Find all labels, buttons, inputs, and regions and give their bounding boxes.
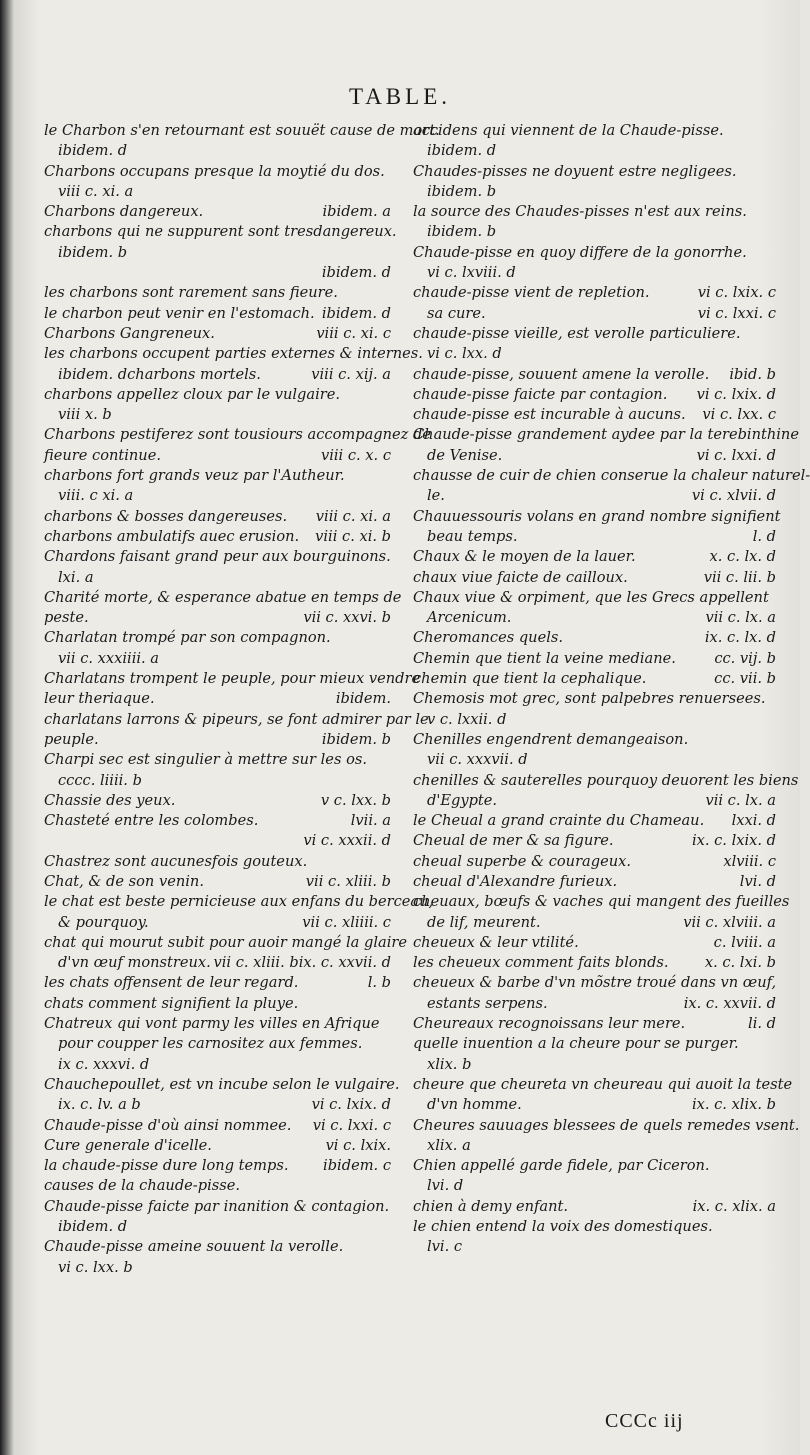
index-entry-reference: vi c. lxx. c <box>702 406 776 424</box>
index-entry-reference: ibidem. d <box>321 264 391 282</box>
index-entry-text: Charlatan trompé par son compagnon. <box>44 629 331 647</box>
index-entry-text: Charbons Gangreneux. <box>44 324 215 342</box>
index-entry-reference: vii c. lx. a <box>705 609 776 627</box>
index-entry-line <box>413 283 776 303</box>
index-entry-line <box>413 547 776 567</box>
index-entry-line <box>44 628 391 648</box>
index-entry-text: ibidem. b <box>427 223 497 241</box>
index-entry-line <box>413 162 776 182</box>
index-entry-reference: vi c. lxxi. d <box>696 446 776 464</box>
index-entry-line <box>413 994 776 1014</box>
index-entry-reference: viii c. x. c <box>320 446 391 464</box>
index-entry-reference: l. b <box>367 974 391 992</box>
index-entry-line <box>413 1075 793 1095</box>
index-entry-line <box>44 689 391 709</box>
index-entry-text: Chaude-pisse d'où ainsi nommee. <box>44 1116 292 1134</box>
index-entry-text: charlatans larrons & pipeurs, se font admirer par le <box>44 710 429 728</box>
index-entry-text: Chaudes-pisses ne doyuent estre negligees. <box>413 162 737 180</box>
index-entry-line <box>44 141 391 161</box>
index-entry-text: chaude-pisse faicte par contagion. <box>413 385 668 403</box>
index-entry-reference: vii c. xlviii. a <box>683 913 776 931</box>
index-entry-text: vii c. xxxiiii. a <box>58 649 160 667</box>
index-entry-reference: ix. c. xxvii. d <box>298 954 391 972</box>
index-entry-text: xlix. a <box>427 1136 471 1154</box>
index-entry-text: Charbons dangereux. <box>44 203 204 221</box>
index-entry-line <box>44 446 391 466</box>
index-entry-reference: v c. lxx. b <box>320 791 391 809</box>
index-entry-reference: ix. c. lx. d <box>704 629 776 647</box>
index-entry-reference: vii c. lx. a <box>705 791 776 809</box>
index-entry-reference: ibidem. b <box>321 730 391 748</box>
index-entry-text: sa cure. <box>427 304 486 322</box>
index-entry-text: lxi. a <box>58 568 94 586</box>
index-entry-text: viii x. b <box>58 406 112 424</box>
index-entry-line <box>413 750 776 770</box>
index-entry-text: Chassie des yeux. <box>44 791 176 809</box>
index-entry-text: peuple. <box>44 730 99 748</box>
index-entry-text: Chaude-pisse grandement aydee par la terebinthine <box>413 426 799 444</box>
index-entry-text: cheueux & barbe d'vn mõstre troué dans vn œuf, <box>413 974 777 992</box>
index-entry-text: leur theriaque. <box>44 690 155 708</box>
index-entry-text: Chemin que tient la veine mediane. <box>413 649 676 667</box>
index-column-right <box>413 121 810 1258</box>
index-entry-text: Chaude-pisse faicte par inanition & contagion. <box>44 1197 390 1215</box>
index-entry-line <box>413 263 776 283</box>
index-entry-text: le charbon peut venir en l'estomach. <box>44 304 315 322</box>
index-entry-text: causes de la chaude-pisse. <box>44 1177 240 1195</box>
index-entry-line <box>413 405 776 425</box>
index-entry-line <box>413 466 810 486</box>
index-entry-text: le Cheual a grand crainte du Chameau. <box>413 812 705 830</box>
index-entry-text: beau temps. <box>427 527 518 545</box>
index-entry-text: cccc. liiii. b <box>58 771 142 789</box>
index-entry-line <box>44 710 429 730</box>
index-entry-line <box>413 649 776 669</box>
index-entry-line <box>413 425 799 445</box>
index-entry-line <box>44 425 431 445</box>
index-entry-reference: x. c. lx. d <box>709 548 776 566</box>
index-entry-text: Charbons pestiferez sont tousiours accompagnez de <box>44 426 431 444</box>
index-entry-reference: ix. c. xlix. a <box>692 1197 776 1215</box>
index-entry-text: les charbons occupent parties externes & internes. <box>44 345 423 363</box>
index-entry-text: charbons & bosses dangereuses. <box>44 507 288 525</box>
index-entry-line <box>413 446 776 466</box>
index-entry-text: chaude-pisse vient de repletion. <box>413 284 650 302</box>
index-entry-text: d'vn homme. <box>427 1096 522 1114</box>
index-entry-line <box>44 831 391 870</box>
index-entry-reference: ibidem. d <box>321 304 391 322</box>
index-entry-text: chenilles & sauterelles pourquoy deuorent les biens <box>413 771 799 789</box>
index-entry-line <box>413 933 776 953</box>
index-entry-text: charbons fort grands veuz par l'Autheur. <box>44 467 345 485</box>
index-entry-line <box>413 1176 776 1196</box>
index-entry-reference: vi c. lxix. d <box>311 1096 391 1114</box>
index-entry-text: le. <box>427 487 445 505</box>
index-entry-text: Cheual de mer & sa figure. <box>413 832 614 850</box>
index-entry-text: Chatreux qui vont parmy les villes en Afrique <box>44 1015 380 1033</box>
index-entry-line <box>44 121 440 141</box>
index-entry-line <box>413 1136 776 1156</box>
index-entry-text: Charlatans trompent le peuple, pour mieux vendre <box>44 670 421 688</box>
index-entry-text: chaude-pisse, souuent amene la verolle. <box>413 365 710 383</box>
index-entry-reference: lxxi. d <box>731 812 776 830</box>
index-entry-reference: cc. vij. b <box>714 649 776 667</box>
index-entry-line <box>413 324 776 344</box>
index-entry-text: charbons mortels. <box>127 365 261 383</box>
index-entry-text: le chien entend la voix des domestiques. <box>413 1218 713 1236</box>
index-entry-text: les chats offensent de leur regard. <box>44 974 299 992</box>
index-entry-reference: vi c. xxxii. d <box>303 832 391 850</box>
index-entry-reference: ix. c. xxvii. d <box>683 994 776 1012</box>
index-entry-line <box>413 852 776 872</box>
index-entry-text: viii. c xi. a <box>58 487 134 505</box>
index-entry-line <box>44 466 391 486</box>
index-entry-line <box>413 1156 776 1176</box>
index-entry-line <box>44 608 391 628</box>
index-entry-reference: ibid. b <box>729 365 776 383</box>
index-entry-reference: ix. c. xlix. b <box>691 1096 776 1114</box>
index-entry-line <box>413 1237 776 1257</box>
index-entry-text: Chat, & de son venin. <box>44 872 204 890</box>
index-entry-line <box>413 608 776 628</box>
index-entry-line <box>413 1197 776 1217</box>
index-entry-text: Chemosis mot grec, sont palpebres renuersees. <box>413 690 766 708</box>
index-entry-line <box>44 547 391 567</box>
index-entry-line <box>413 1116 800 1136</box>
index-entry-reference: vii c. xxvi. b <box>303 609 391 627</box>
index-entry-text: fieure continue. <box>44 446 161 464</box>
index-entry-line <box>44 405 391 425</box>
index-entry-line <box>413 628 776 648</box>
index-entry-text: Chauuessouris volans en grand nombre signifient <box>413 507 781 525</box>
index-entry-reference: c. lviii. a <box>713 933 776 951</box>
index-entry-text: accidens qui viennent de la Chaude-pisse. <box>413 122 724 139</box>
index-entry-text: Cheureaux recognoissans leur mere. <box>413 1015 686 1033</box>
index-entry-line <box>44 588 402 608</box>
index-entry-reference: ibidem. a <box>322 203 391 221</box>
index-entry-text: Chaude-pisse ameine souuent la verolle. <box>44 1238 344 1256</box>
index-entry-reference: x. c. lxi. b <box>704 954 776 972</box>
index-entry-text: chaude-pisse est incurable à aucuns. <box>413 406 686 424</box>
index-entry-reference: xlviii. c <box>723 852 776 870</box>
index-entry-line <box>413 892 790 912</box>
index-entry-text: les charbons sont rarement sans fieure. <box>44 284 338 302</box>
index-entry-text: chats comment signifient la pluye. <box>44 994 299 1012</box>
index-entry-line <box>44 771 391 791</box>
index-entry-line <box>413 689 776 709</box>
index-entry-reference: lvii. a <box>350 812 391 830</box>
index-entry-text: Chauchepoullet, est vn incube selon le vulgaire. <box>44 1075 400 1093</box>
index-entry-text: cheual d'Alexandre furieux. <box>413 872 618 890</box>
signature-mark: CCCc iij <box>605 1410 684 1432</box>
index-entry-reference: vi c. xlvii. d <box>691 487 776 505</box>
index-entry-text: de Venise. <box>427 446 503 464</box>
index-entry-text: d'Egypte. <box>427 791 498 809</box>
index-entry-reference: viii c. xi. a <box>315 507 391 525</box>
index-entry-text: Chastrez sont aucunesfois gouteux. <box>44 852 308 870</box>
index-entry-text: vi c. lxx. b <box>58 1258 133 1276</box>
index-entry-text: ibidem. d <box>58 142 128 160</box>
index-entry-text: vi c. lxviii. d <box>427 264 516 282</box>
index-entry-text: xlix. b <box>427 1055 472 1073</box>
index-entry-line <box>44 669 421 689</box>
index-entry-line <box>44 527 391 547</box>
index-entry-reference: viii c. xi. c <box>316 324 391 342</box>
index-entry-line <box>413 669 776 689</box>
index-entry-line <box>413 872 776 892</box>
index-entry-text: vi c. lxx. d <box>427 345 502 363</box>
index-entry-line <box>413 141 776 161</box>
index-entry-line <box>413 365 776 385</box>
index-entry-text: Chien appellé garde fidele, par Ciceron. <box>413 1157 710 1175</box>
index-entry-reference: cc. vii. b <box>714 670 776 688</box>
index-entry-line <box>413 710 776 730</box>
index-entry-text: lvi. d <box>427 1177 464 1195</box>
index-entry-line <box>413 771 799 791</box>
index-entry-reference: viii c. xij. a <box>311 365 391 383</box>
index-entry-line <box>413 730 776 750</box>
index-entry-line <box>413 831 776 851</box>
index-entry-line <box>44 162 391 182</box>
index-entry-text: Cure generale d'icelle. <box>44 1136 212 1154</box>
index-entry-line <box>413 304 776 324</box>
index-entry-text: Chaude-pisse en quoy differe de la gonorrhe. <box>413 243 747 261</box>
index-entry-reference: li. d <box>748 1015 776 1033</box>
index-entry-text: cheure que cheureta vn cheureau qui auoit la teste <box>413 1075 793 1093</box>
index-entry-line <box>413 1095 776 1115</box>
index-entry-text: de lif, meurent. <box>427 913 541 931</box>
index-entry-text: viii c. xi. a <box>58 182 134 200</box>
index-entry-line <box>44 791 391 811</box>
index-entry-reference: vi c. lxix. <box>325 1136 391 1154</box>
index-entry-text: Cheromances quels. <box>413 629 564 647</box>
index-entry-reference: vii c. lii. b <box>703 568 776 586</box>
index-entry-line <box>413 791 776 811</box>
index-entry-line <box>44 182 391 202</box>
index-entry-reference: lvi. d <box>739 872 776 890</box>
index-entry-line <box>44 750 391 770</box>
index-entry-text: chaux viue faicte de cailloux. <box>413 568 628 586</box>
index-entry-line <box>413 973 776 993</box>
index-entry-text: ibidem. d <box>427 142 497 160</box>
index-entry-text: chien à demy enfant. <box>413 1197 568 1215</box>
index-entry-line <box>44 222 397 242</box>
index-entry-line <box>413 344 776 364</box>
index-entry-text: pour coupper les carnositez aux femmes. <box>58 1035 363 1053</box>
index-entry-text: d'vn œuf monstreux. <box>58 954 211 972</box>
index-entry-line <box>413 1217 776 1237</box>
index-entry-text: chaude-pisse vieille, est verolle particuliere. <box>413 324 741 342</box>
index-entry-text: ix. c. lv. a b <box>58 1096 141 1114</box>
index-entry-line <box>413 811 776 831</box>
index-entry-text: Charbons occupans presque la moytié du dos. <box>44 162 385 180</box>
index-entry-text: les cheueux comment faits blonds. <box>413 954 669 972</box>
index-entry-text: chat qui mourut subit pour auoir mangé la glaire <box>44 933 407 951</box>
index-entry-line <box>413 222 776 242</box>
index-entry-text: & pourquoy. <box>58 913 149 931</box>
index-entry-reference: viii c. xi. b <box>315 527 391 545</box>
index-entry-line <box>44 385 391 405</box>
index-entry-text: vii c. xxxvii. d <box>427 751 528 769</box>
index-entry-line <box>413 507 781 527</box>
index-entry-text: charbons appellez cloux par le vulgaire. <box>44 385 340 403</box>
index-entry-line <box>413 913 776 933</box>
index-entry-line <box>413 527 776 547</box>
index-entry-text: ibidem. d <box>58 1218 128 1236</box>
index-entry-text: cheueux & leur vtilité. <box>413 933 579 951</box>
index-entry-line <box>44 202 391 222</box>
index-entry-reference: vii c. xliii. b <box>213 954 299 972</box>
index-entry-text: estants serpens. <box>427 994 548 1012</box>
index-entry-reference: vi c. lxix. d <box>696 385 776 403</box>
index-entry-text: Arcenicum. <box>427 609 512 627</box>
index-entry-line <box>44 507 391 527</box>
index-entry-line <box>413 953 776 973</box>
index-entry-text: le Charbon s'en retournant est souuët cause de mort. <box>44 122 440 139</box>
index-entry-line <box>44 811 391 831</box>
index-entry-line <box>44 243 391 263</box>
index-entry-line <box>44 730 391 750</box>
index-entry-text: le chat est beste pernicieuse aux enfans du berceau, <box>44 893 434 911</box>
index-entry-line <box>413 1034 776 1054</box>
index-entry-line <box>44 649 391 669</box>
index-entry-line <box>413 385 776 405</box>
index-entry-reference: l. d <box>752 527 776 545</box>
index-entry-line <box>413 588 776 608</box>
index-entry-text: chausse de cuir de chien conserue la chaleur naturel- <box>413 467 810 485</box>
index-entry-line <box>413 1055 776 1075</box>
index-entry-text: ibidem. b <box>58 243 128 261</box>
index-entry-text: peste. <box>44 609 89 627</box>
index-entry-line <box>413 486 776 506</box>
index-entry-text: Chaux viue & orpiment, que les Grecs appellent <box>413 588 769 606</box>
index-entry-reference: vi c. lxix. c <box>697 284 776 302</box>
index-entry-text: la source des Chaudes-pisses n'est aux reins. <box>413 203 747 221</box>
index-entry-text: la chaude-pisse dure long temps. <box>44 1157 289 1175</box>
index-entry-reference: ibidem. c <box>323 1157 391 1175</box>
index-entry-line <box>413 121 776 141</box>
index-entry-text: ix c. xxxvi. d <box>58 1055 150 1073</box>
index-entry-text: cheuaux, bœufs & vaches qui mangent des fueilles <box>413 893 790 911</box>
index-entry-text: v c. lxxii. d <box>427 710 507 728</box>
index-entry-text: Chasteté entre les colombes. <box>44 812 259 830</box>
page-title: TABLE. <box>348 84 451 109</box>
index-entry-reference: vi c. lxxi. c <box>312 1116 391 1134</box>
index-entry-text: Charpi sec est singulier à mettre sur les os. <box>44 751 367 769</box>
index-entry-text: Chaux & le moyen de la lauer. <box>413 548 636 566</box>
index-entry-line <box>44 263 391 302</box>
index-entry-text: Cheures sauuages blessees de quels remedes vsent. <box>413 1116 800 1134</box>
index-entry-reference: vi c. lxxi. c <box>697 304 776 322</box>
index-entry-text: chemin que tient la cephalique. <box>413 670 647 688</box>
index-column-left <box>44 121 440 1278</box>
index-entry-text: quelle inuention a la cheure pour se purger. <box>413 1035 739 1053</box>
index-entry-reference: vii c. xliiii. c <box>302 913 391 931</box>
index-entry-line <box>44 486 391 506</box>
index-entry-line <box>413 568 776 588</box>
index-entry-reference: ix. c. lxix. d <box>691 832 776 850</box>
index-entry-text: Chardons faisant grand peur aux bourguinons. <box>44 548 391 566</box>
index-entry-reference: ibidem. <box>335 690 391 708</box>
index-entry-text: ibidem. b <box>427 182 497 200</box>
index-entry-text: lvi. c <box>427 1238 463 1256</box>
index-entry-line <box>413 202 776 222</box>
index-entry-line <box>413 182 776 202</box>
index-entry-text: Charité morte, & esperance abatue en temps de <box>44 588 402 606</box>
index-entry-line <box>44 568 391 588</box>
index-entry-line <box>413 1014 776 1034</box>
index-entry-text: ibidem. d <box>58 365 128 383</box>
index-entry-text: charbons qui ne suppurent sont tresdangereux. <box>44 223 397 241</box>
index-entry-text: cheual superbe & courageux. <box>413 852 631 870</box>
index-entry-text: charbons ambulatifs auec erusion. <box>44 527 300 545</box>
index-entry-reference: vii c. xliii. b <box>305 872 391 890</box>
index-entry-text: Chenilles engendrent demangeaison. <box>413 730 689 748</box>
index-entry-line <box>413 243 776 263</box>
